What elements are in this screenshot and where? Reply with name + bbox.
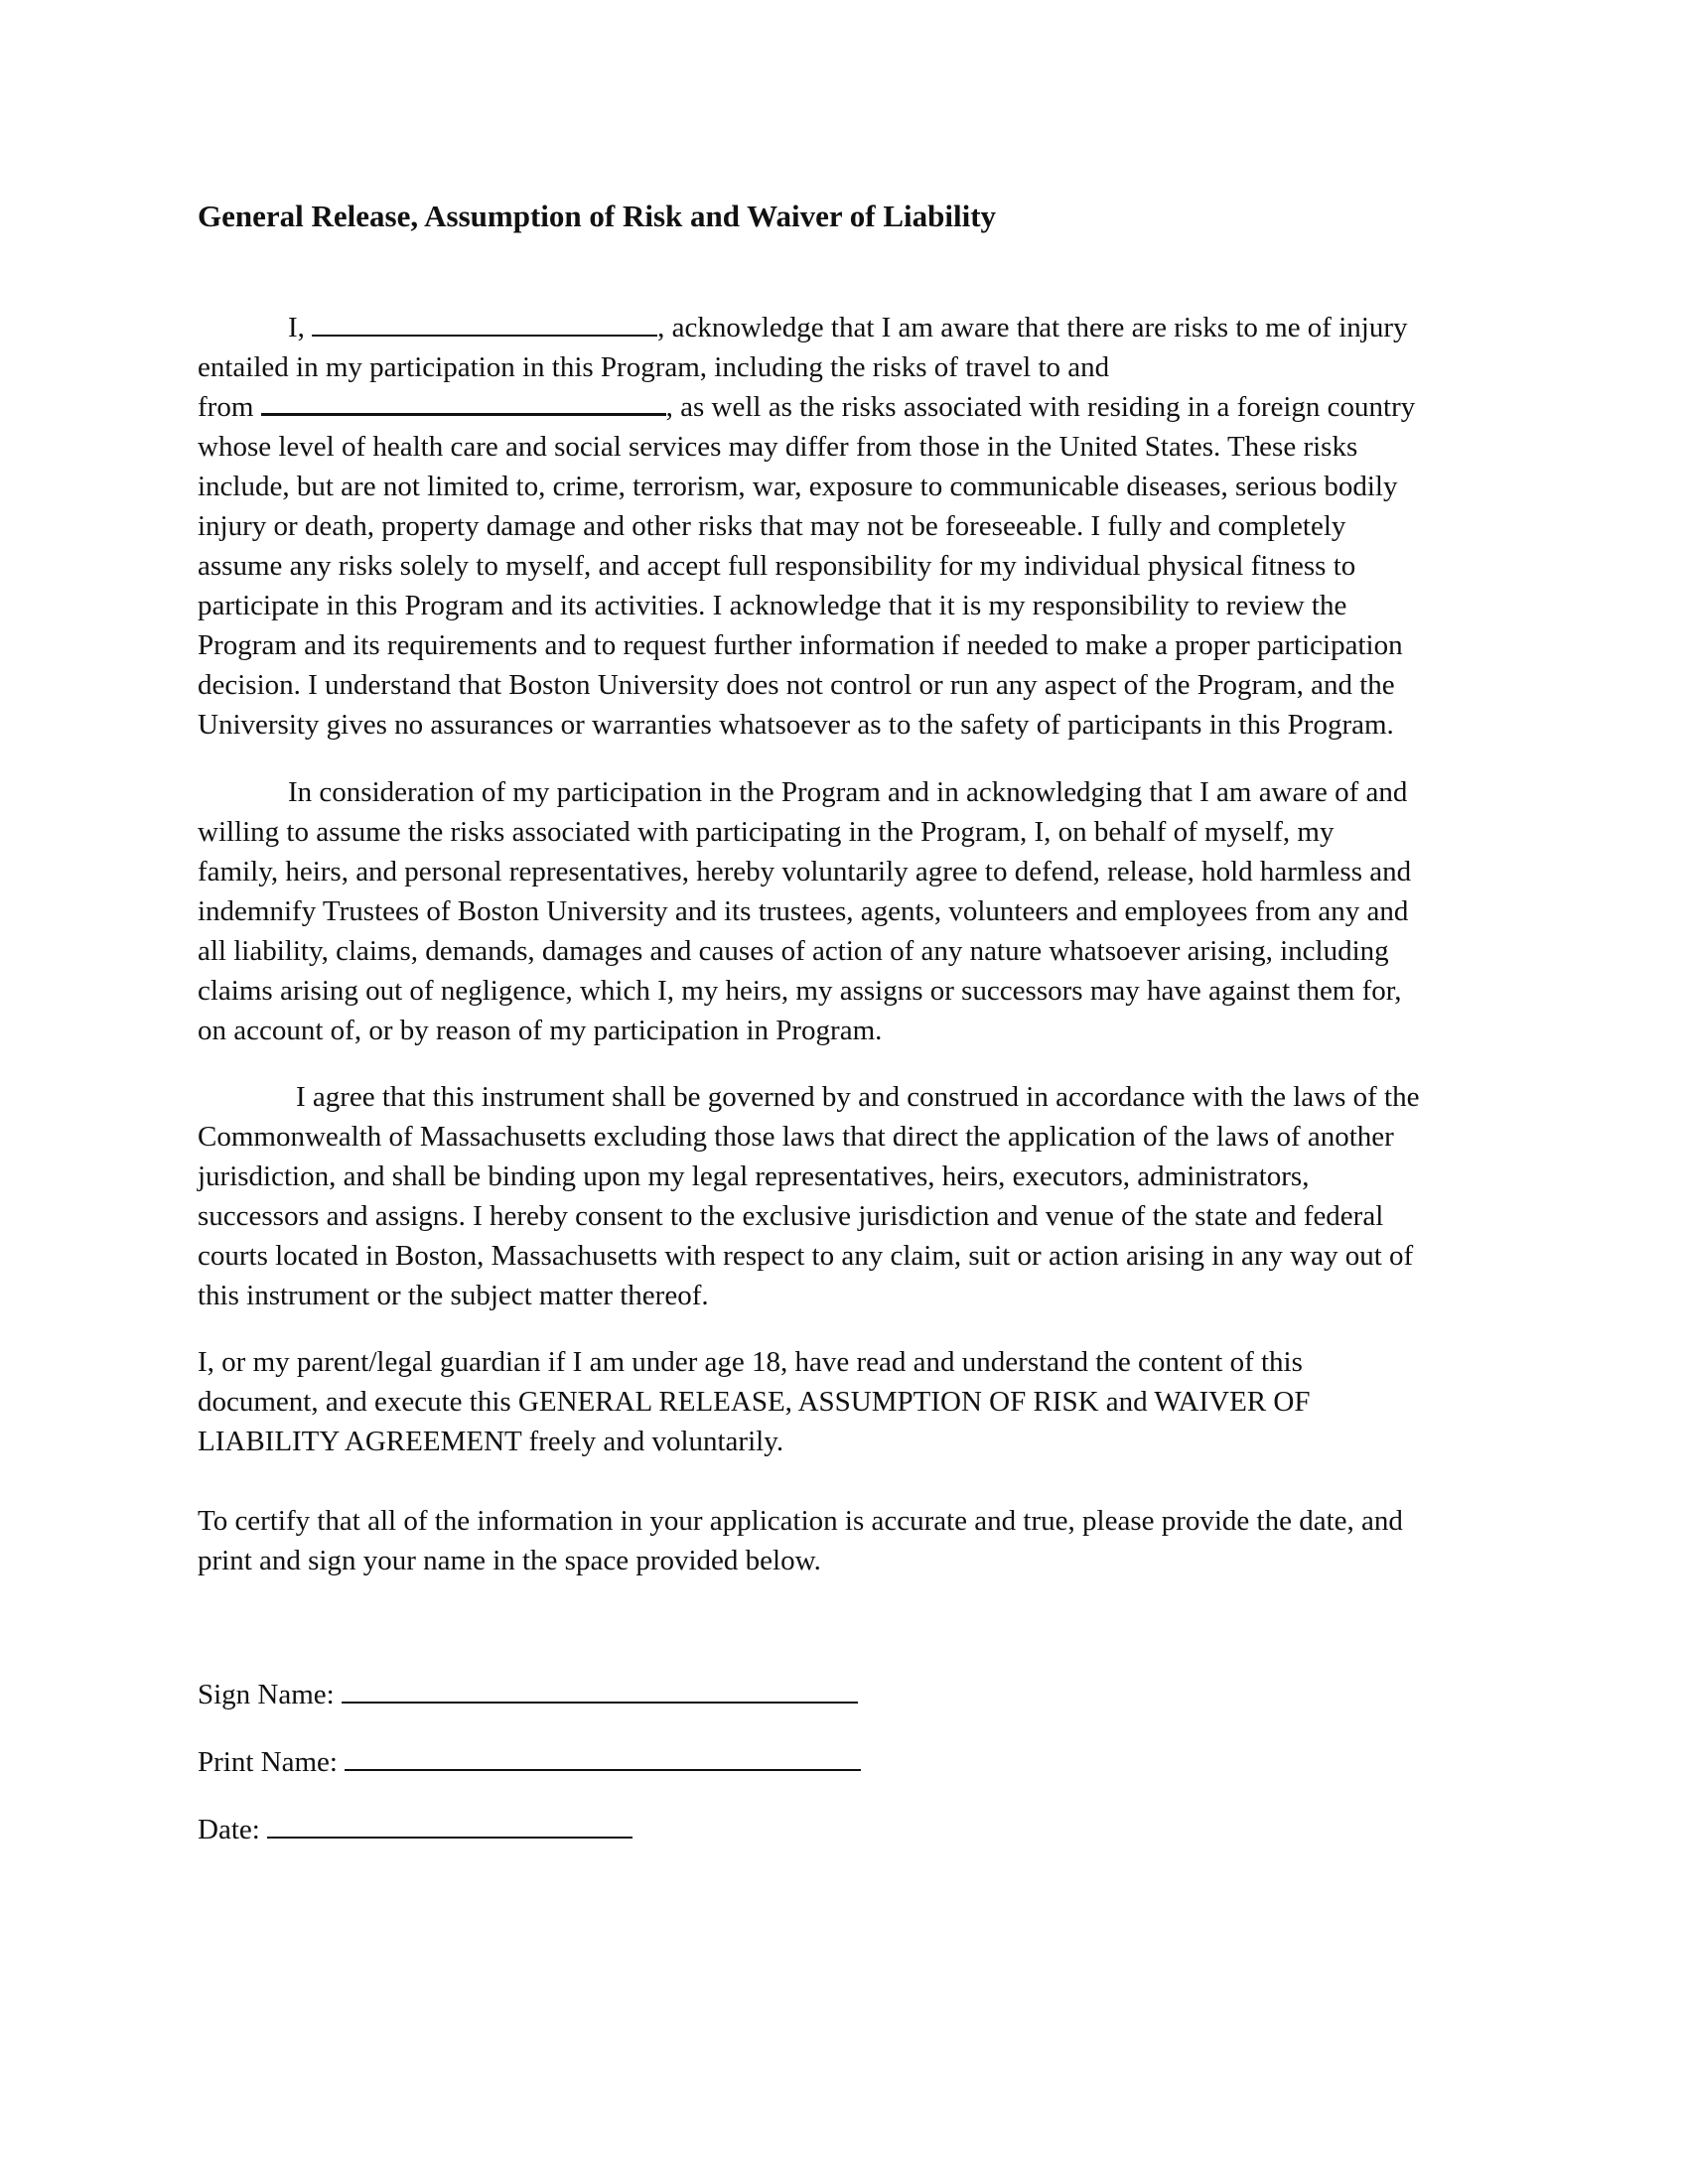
p2-line-7: on account of, or by reason of my participation in Program. (198, 1015, 883, 1046)
p3-line-1: I agree that this instrument shall be governed by and construed in accordance with the laws of the (296, 1081, 1420, 1113)
p1-line-4: whose level of health care and social services may differ from those in the United States. These risks (198, 431, 1358, 463)
p1-line-6: injury or death, property damage and other risks that may not be foreseeable. I fully and completely (198, 510, 1346, 542)
p5-line-1: To certify that all of the information in your application is accurate and true, please provide the date, and (198, 1505, 1403, 1537)
sign-name-row (198, 1675, 858, 1714)
p1-l1-suffix: , acknowledge that I am aware that there are risks to me of injury (657, 312, 1408, 343)
sign-name-label: Sign Name: (198, 1679, 335, 1710)
print-name-field[interactable] (345, 1745, 861, 1771)
destination-field[interactable] (261, 389, 666, 416)
date-field[interactable] (267, 1813, 633, 1839)
p1-l1-prefix: I, (288, 312, 305, 343)
p2-line-5: all liability, claims, demands, damages and causes of action of any nature whatsoever arising, including (198, 935, 1389, 967)
p1-line-7: assume any risks solely to myself, and accept full responsibility for my individual physical fitness to (198, 550, 1356, 582)
p3-line-6: this instrument or the subject matter thereof. (198, 1280, 709, 1311)
participant-name-field[interactable] (312, 311, 657, 337)
p2-line-2: willing to assume the risks associated with participating in the Program, I, on behalf of myself, my (198, 816, 1335, 848)
p1-line-5: include, but are not limited to, crime, terrorism, war, exposure to communicable diseases, serious bodily (198, 471, 1398, 502)
p1-line-8: participate in this Program and its activities. I acknowledge that it is my responsibility to review the (198, 590, 1347, 621)
sign-name-field[interactable] (342, 1678, 858, 1704)
p1-line-3 (198, 387, 1415, 427)
p3-line-4: successors and assigns. I hereby consent to the exclusive jurisdiction and venue of the state and federal (198, 1200, 1384, 1232)
p2-line-3: family, heirs, and personal representatives, hereby voluntarily agree to defend, release, hold harmless and (198, 856, 1412, 887)
p1-line-10: decision. I understand that Boston University does not control or run any aspect of the Program, and the (198, 669, 1395, 701)
document-title: General Release, Assumption of Risk and Waiver of Liability (198, 199, 997, 233)
p4-line-2: document, and execute this GENERAL RELEASE, ASSUMPTION OF RISK and WAIVER OF (198, 1386, 1311, 1418)
p1-l3-prefix: from (198, 391, 254, 423)
p2-line-6: claims arising out of negligence, which I, my heirs, my assigns or successors may have against them for, (198, 975, 1402, 1007)
p1-l3-suffix: , as well as the risks associated with residing in a foreign country (665, 391, 1416, 423)
p3-line-3: jurisdiction, and shall be binding upon my legal representatives, heirs, executors, administrators, (198, 1160, 1310, 1192)
p2-line-1: In consideration of my participation in the Program and in acknowledging that I am aware of and (288, 776, 1408, 808)
p1-line-2: entailed in my participation in this Program, including the risks of travel to and (198, 351, 1110, 383)
print-name-row (198, 1742, 861, 1782)
p2-line-4: indemnify Trustees of Boston University and its trustees, agents, volunteers and employees from any and (198, 895, 1409, 927)
p5-line-2: print and sign your name in the space provided below. (198, 1545, 821, 1576)
p1-line-1 (288, 308, 1408, 347)
print-name-label: Print Name: (198, 1746, 338, 1778)
p4-line-1: I, or my parent/legal guardian if I am under age 18, have read and understand the content of this (198, 1346, 1303, 1378)
p3-line-5: courts located in Boston, Massachusetts with respect to any claim, suit or action arising in any way out of (198, 1240, 1414, 1272)
date-row (198, 1810, 633, 1849)
p4-line-3: LIABILITY AGREEMENT freely and voluntarily. (198, 1426, 784, 1457)
p3-line-2: Commonwealth of Massachusetts excluding those laws that direct the application of the laws of another (198, 1121, 1394, 1153)
p1-line-11: University gives no assurances or warranties whatsoever as to the safety of participants in this Program. (198, 709, 1394, 741)
p1-line-9: Program and its requirements and to request further information if needed to make a proper participation (198, 629, 1403, 661)
date-label: Date: (198, 1814, 260, 1845)
